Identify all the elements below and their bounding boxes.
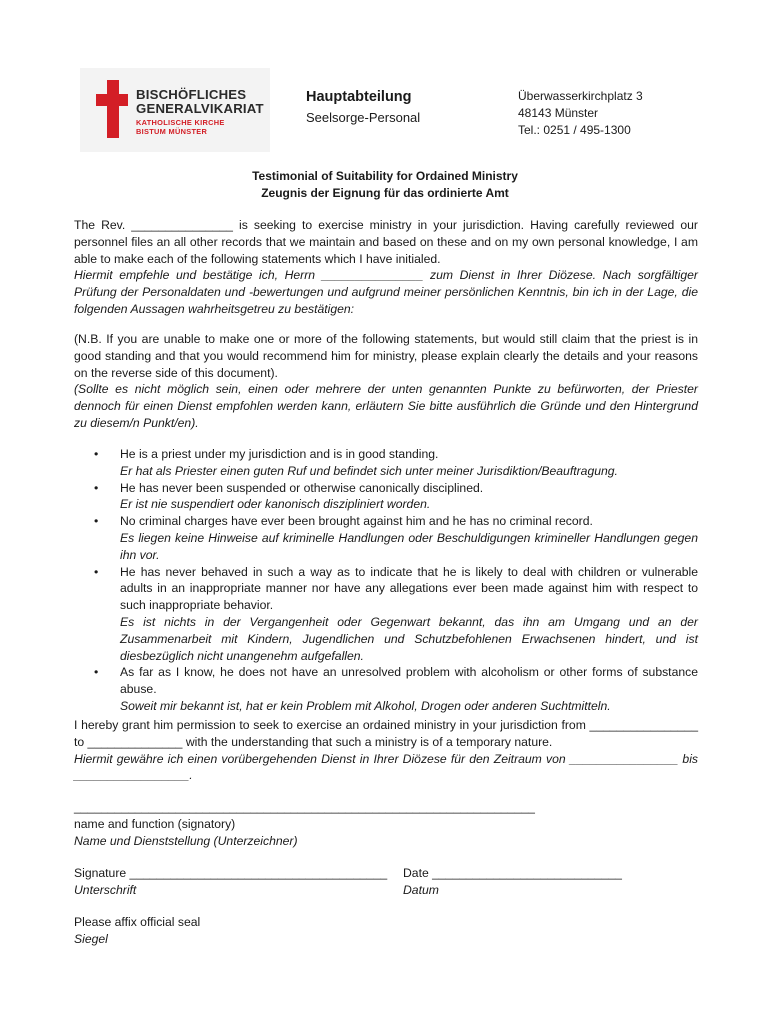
signature-de: Unterschrift xyxy=(74,882,137,897)
permission-de: Hiermit gewähre ich einen vorübergehenden Dienst in Ihrer Diözese für den Zeitraum von ________________ bis _________________. xyxy=(74,751,698,783)
cross-icon xyxy=(96,80,128,138)
address-city: 48143 Münster xyxy=(518,106,599,120)
statement-de: Es ist nichts in der Vergangenheit oder Gegenwart bekannt, das ihn am Umgang und an der Zusammenarbeit mit Kindern, Jugendlichen und Schutzbefohlenen Erwachsenen hindert, und ist diesbezüglich nicht unangenehm aufgefallen. xyxy=(120,614,698,663)
statement-item xyxy=(74,664,698,714)
bullet-icon: • xyxy=(94,514,99,529)
address-phone: Tel.: 0251 / 495-1300 xyxy=(518,123,631,137)
department-title: Hauptabteilung xyxy=(306,89,412,105)
signatory-label xyxy=(74,816,298,850)
document-title-de: Zeugnis der Eignung für das ordinierte Amt xyxy=(261,186,509,200)
statement-en: He is a priest under my jurisdiction and is in good standing. xyxy=(120,447,439,461)
date-field xyxy=(403,865,622,899)
bullet-icon: • xyxy=(94,447,99,461)
statement-en: As far as I know, he does not have an unresolved problem with alcoholism or other forms of substance abuse. xyxy=(120,665,698,697)
date-en: Date ____________________________ xyxy=(403,866,622,880)
seal-de: Siegel xyxy=(74,931,108,946)
seal-field xyxy=(74,914,200,948)
statement-en: He has never been suspended or otherwise canonically disciplined. xyxy=(120,480,484,495)
intro-paragraph xyxy=(74,217,698,318)
statement-en: No criminal charges have ever been brought against him and he has no criminal record. xyxy=(120,514,593,529)
statement-item xyxy=(74,446,698,480)
signatory-line: ____________________________________________________________________ xyxy=(74,800,535,814)
permission-paragraph xyxy=(74,717,698,784)
statement-item xyxy=(74,564,698,665)
bullet-icon: • xyxy=(94,480,99,495)
logo-line-3: KATHOLISCHE KIRCHE xyxy=(136,118,225,127)
logo-line-1: BISCHÖFLICHES xyxy=(136,87,247,102)
signature-en: Signature ______________________________________ xyxy=(74,866,388,880)
address-street: Überwasserkirchplatz 3 xyxy=(518,89,643,103)
statement-de: Er hat als Priester einen guten Ruf und befindet sich unter meiner Jurisdiktion/Beauftragung. xyxy=(120,463,618,478)
document-title xyxy=(0,168,770,202)
logo-line-2: GENERALVIKARIAT xyxy=(136,101,264,116)
seal-en: Please affix official seal xyxy=(74,915,201,929)
logo-wordmark xyxy=(136,88,264,136)
department-block xyxy=(306,88,420,127)
statement-de: Soweit mir bekannt ist, hat er kein Problem mit Alkohol, Drogen oder anderen Suchtmitteln. xyxy=(120,698,611,713)
logo-line-4: BISTUM MÜNSTER xyxy=(136,127,208,136)
statement-en: He has never behaved in such a way as to indicate that he is likely to deal with children or vulnerable adults in an inappropriate manner nor have any allegations ever been made against him with respect to such inappropriate behavior. xyxy=(120,564,698,613)
name-function-de: Name und Dienststellung (Unterzeichner) xyxy=(74,833,298,848)
statement-de: Es liegen keine Hinweise auf kriminelle Handlungen oder Beschuldigungen krimineller Handlungen gegen ihn vor. xyxy=(120,530,698,562)
intro-de: Hiermit empfehle und bestätige ich, Herrn _______________ zum Dienst in Ihrer Diözese. Nach sorgfältiger Prüfung der Personaldaten und -bewertungen und aufgrund meiner persönlichen Kenntnis, bin ich in der Lage, die folgenden Aussagen wahrheitsgetreu zu bestätigen: xyxy=(74,268,698,316)
statement-de: Er ist nie suspendiert oder kanonisch diszipliniert worden. xyxy=(120,497,431,512)
note-paragraph xyxy=(74,331,698,432)
statement-item xyxy=(74,480,698,514)
signature-field xyxy=(74,865,387,899)
diocese-logo xyxy=(80,68,270,152)
address-block xyxy=(518,88,643,139)
document-title-en: Testimonial of Suitability for Ordained Ministry xyxy=(252,169,518,183)
date-de: Datum xyxy=(403,882,439,897)
department-subtitle: Seelsorge-Personal xyxy=(306,110,421,125)
name-function-en: name and function (signatory) xyxy=(74,817,236,831)
intro-en: The Rev. _______________ is seeking to exercise ministry in your jurisdiction. Having carefully reviewed our personnel files an all other records that we maintain and based on these and on my own personal knowledge, I am able to make each of the following statements which I have initialed. xyxy=(74,218,698,266)
statement-list xyxy=(74,446,698,715)
statement-item xyxy=(74,513,698,563)
permission-en: I hereby grant him permission to seek to exercise an ordained ministry in your jurisdiction from ________________ to ______________ with the understanding that such a ministry is of a temporary nature. xyxy=(74,718,698,749)
note-de: (Sollte es nicht möglich sein, einen oder mehrere der unten genannten Punkte zu befürworten, der Priester dennoch für einen Dienst empfohlen werden kann, erläutern Sie bitte ausführlich die Gründe und den Hintergrund zu diesem/n Punkt/en). xyxy=(74,382,698,430)
bullet-icon: • xyxy=(94,665,99,680)
note-en: (N.B. If you are unable to make one or more of the following statements, but would still claim that the priest is in good standing and that you would recommend him for ministry, please explain clearly the details and your reasons on the reverse side of this document). xyxy=(74,332,698,380)
bullet-icon: • xyxy=(94,564,99,579)
